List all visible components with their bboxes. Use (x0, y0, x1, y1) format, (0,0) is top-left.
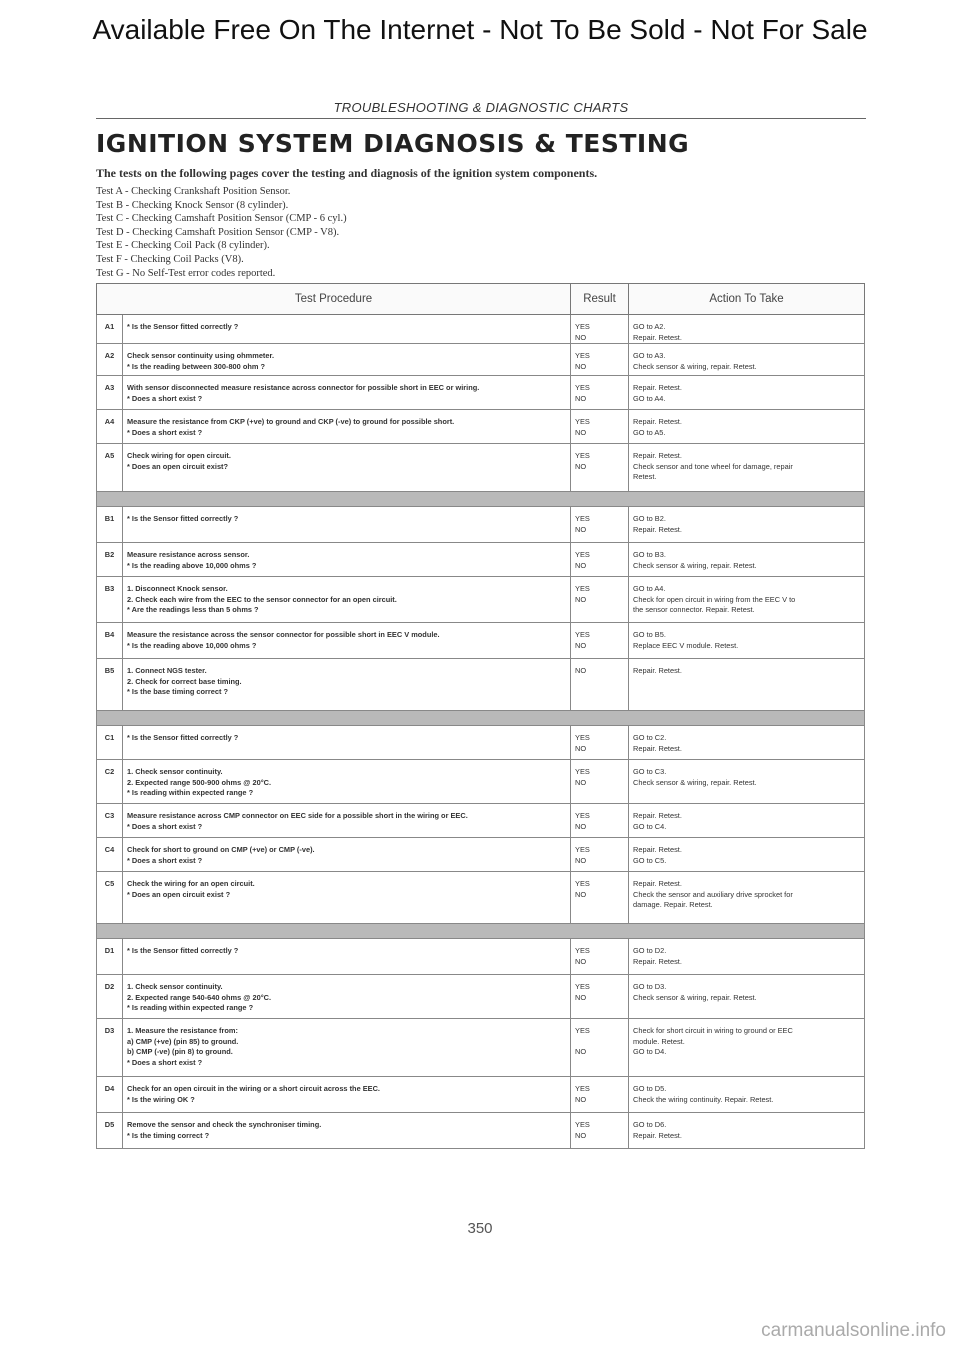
result-cell: YES NO (571, 507, 629, 543)
test-code-cell: A2 (97, 344, 123, 376)
action-cell: Repair. Retest. GO to C4. (629, 804, 865, 838)
result-cell: YES NO (571, 872, 629, 924)
result-cell: YES NO (571, 939, 629, 975)
table-row (97, 410, 865, 444)
result-cell: YES NO (571, 577, 629, 623)
procedure-cell: 1. Connect NGS tester. 2. Check for correct base timing. * Is the base timing correct ? (123, 659, 571, 711)
result-cell: YES NO (571, 838, 629, 872)
result-cell: YES NO (571, 1019, 629, 1077)
procedure-cell: 1. Disconnect Knock sensor. 2. Check each wire from the EEC to the sensor connector for an open circuit. * Are the readings less than 5 ohms ? (123, 577, 571, 623)
test-code-cell: D2 (97, 975, 123, 1019)
procedure-cell: Measure resistance across sensor. * Is the reading above 10,000 ohms ? (123, 543, 571, 577)
header-action: Action To Take (629, 284, 865, 315)
table-row (97, 1019, 865, 1077)
action-cell: GO to D2. Repair. Retest. (629, 939, 865, 975)
procedure-cell: 1. Measure the resistance from: a) CMP (+ve) (pin 85) to ground. b) CMP (-ve) (pin 8) to ground. * Does a short exist ? (123, 1019, 571, 1077)
procedure-cell: * Is the Sensor fitted correctly ? (123, 507, 571, 543)
page-title: IGNITION SYSTEM DIAGNOSIS & TESTING (96, 129, 690, 158)
test-list (96, 185, 866, 280)
table-row (97, 623, 865, 659)
table-row (97, 315, 865, 344)
test-code-cell: B1 (97, 507, 123, 543)
result-cell: YES NO (571, 410, 629, 444)
result-cell: YES NO (571, 760, 629, 804)
action-cell: GO to B5. Replace EEC V module. Retest. (629, 623, 865, 659)
action-cell: GO to D3. Check sensor & wiring, repair. Retest. (629, 975, 865, 1019)
action-cell: GO to C3. Check sensor & wiring, repair. Retest. (629, 760, 865, 804)
result-cell: NO (571, 659, 629, 711)
table-row (97, 344, 865, 376)
result-cell: YES NO (571, 726, 629, 760)
section-separator-row (97, 924, 865, 939)
action-cell: GO to B2. Repair. Retest. (629, 507, 865, 543)
procedure-cell: * Is the Sensor fitted correctly ? (123, 726, 571, 760)
test-list-item: Test B - Checking Knock Sensor (8 cylinder). (96, 199, 289, 211)
section-separator-row (97, 711, 865, 726)
table-row (97, 975, 865, 1019)
table-row (97, 1077, 865, 1113)
action-cell: GO to D5. Check the wiring continuity. Repair. Retest. (629, 1077, 865, 1113)
table-row (97, 804, 865, 838)
table-row (97, 543, 865, 577)
test-code-cell: B3 (97, 577, 123, 623)
action-cell: GO to C2. Repair. Retest. (629, 726, 865, 760)
table-row (97, 726, 865, 760)
separator-cell (97, 711, 865, 726)
test-list-item: Test F - Checking Coil Packs (V8). (96, 253, 244, 265)
procedure-cell: Check the wiring for an open circuit. * Does an open circuit exist ? (123, 872, 571, 924)
header-result: Result (571, 284, 629, 315)
test-code-cell: B2 (97, 543, 123, 577)
site-watermark: carmanualsonline.info (761, 1320, 946, 1341)
test-code-cell: C1 (97, 726, 123, 760)
procedure-cell: Check sensor continuity using ohmmeter. * Is the reading between 300-800 ohm ? (123, 344, 571, 376)
procedure-cell: Measure resistance across CMP connector on EEC side for a possible short in the wiring or EEC. * Does a short exist ? (123, 804, 571, 838)
test-code-cell: C5 (97, 872, 123, 924)
table-row (97, 376, 865, 410)
test-code-cell: C4 (97, 838, 123, 872)
result-cell: YES NO (571, 444, 629, 492)
procedure-cell: Measure the resistance across the sensor connector for possible short in EEC V module. * Is the reading above 10,000 ohms ? (123, 623, 571, 659)
page-banner: Available Free On The Internet - Not To Be Sold - Not For Sale (92, 14, 868, 45)
table-row (97, 444, 865, 492)
test-code-cell: D1 (97, 939, 123, 975)
test-code-cell: A1 (97, 315, 123, 344)
procedure-cell: 1. Check sensor continuity. 2. Expected range 540-640 ohms @ 20°C. * Is reading within expected range ? (123, 975, 571, 1019)
diagnosis-table (96, 283, 865, 1149)
separator-cell (97, 492, 865, 507)
document-page (96, 100, 866, 1149)
result-cell: YES NO (571, 344, 629, 376)
result-cell: YES NO (571, 623, 629, 659)
action-cell: GO to D6. Repair. Retest. (629, 1113, 865, 1149)
result-cell: YES NO (571, 376, 629, 410)
test-code-cell: C3 (97, 804, 123, 838)
action-cell: GO to B3. Check sensor & wiring, repair. Retest. (629, 543, 865, 577)
table-row (97, 872, 865, 924)
page-number: 350 (467, 1220, 493, 1237)
action-cell: GO to A4. Check for open circuit in wiring from the EEC V to the sensor connector. Repair. Retest. (629, 577, 865, 623)
procedure-cell: Check wiring for open circuit. * Does an open circuit exist? (123, 444, 571, 492)
test-list-item: Test E - Checking Coil Pack (8 cylinder). (96, 240, 270, 252)
result-cell: YES NO (571, 543, 629, 577)
action-cell: Repair. Retest. (629, 659, 865, 711)
table-row (97, 577, 865, 623)
test-code-cell: D3 (97, 1019, 123, 1077)
header-test-procedure: Test Procedure (97, 284, 571, 315)
procedure-cell: * Is the Sensor fitted correctly ? (123, 315, 571, 344)
test-code-cell: C2 (97, 760, 123, 804)
result-cell: YES NO (571, 315, 629, 344)
action-cell: Repair. Retest. Check sensor and tone wheel for damage, repair Retest. (629, 444, 865, 492)
procedure-cell: * Is the Sensor fitted correctly ? (123, 939, 571, 975)
procedure-cell: Check for an open circuit in the wiring or a short circuit across the EEC. * Is the wiring OK ? (123, 1077, 571, 1113)
test-code-cell: D4 (97, 1077, 123, 1113)
test-code-cell: A4 (97, 410, 123, 444)
action-cell: Repair. Retest. GO to A4. (629, 376, 865, 410)
section-separator-row (97, 492, 865, 507)
table-header-row (97, 284, 865, 315)
test-list-item: Test C - Checking Camshaft Position Sensor (CMP - 6 cyl.) (96, 213, 347, 225)
procedure-cell: Check for short to ground on CMP (+ve) or CMP (-ve). * Does a short exist ? (123, 838, 571, 872)
procedure-cell: Remove the sensor and check the synchroniser timing. * Is the timing correct ? (123, 1113, 571, 1149)
action-cell: GO to A2. Repair. Retest. (629, 315, 865, 344)
separator-cell (97, 924, 865, 939)
procedure-cell: 1. Check sensor continuity. 2. Expected range 500-900 ohms @ 20°C. * Is reading within expected range ? (123, 760, 571, 804)
test-code-cell: B5 (97, 659, 123, 711)
table-row (97, 760, 865, 804)
test-code-cell: A3 (97, 376, 123, 410)
action-cell: GO to A3. Check sensor & wiring, repair. Retest. (629, 344, 865, 376)
table-row (97, 659, 865, 711)
table-row (97, 838, 865, 872)
table-row (97, 1113, 865, 1149)
intro-text: The tests on the following pages cover the testing and diagnosis of the ignition system components. (96, 166, 598, 180)
table-body (97, 315, 865, 1149)
test-code-cell: B4 (97, 623, 123, 659)
procedure-cell: Measure the resistance from CKP (+ve) to ground and CKP (-ve) to ground for possible short. * Does a short exist ? (123, 410, 571, 444)
table-row (97, 507, 865, 543)
procedure-cell: With sensor disconnected measure resistance across connector for possible short in EEC or wiring. * Does a short exist ? (123, 376, 571, 410)
test-code-cell: D5 (97, 1113, 123, 1149)
section-header: TROUBLESHOOTING & DIAGNOSTIC CHARTS (96, 100, 866, 119)
action-cell: Repair. Retest. GO to A5. (629, 410, 865, 444)
result-cell: YES NO (571, 804, 629, 838)
test-code-cell: A5 (97, 444, 123, 492)
result-cell: YES NO (571, 1113, 629, 1149)
test-list-item: Test G - No Self-Test error codes reported. (96, 267, 276, 279)
action-cell: Repair. Retest. GO to C5. (629, 838, 865, 872)
table-row (97, 939, 865, 975)
result-cell: YES NO (571, 1077, 629, 1113)
action-cell: Check for short circuit in wiring to ground or EEC module. Retest. GO to D4. (629, 1019, 865, 1077)
test-list-item: Test A - Checking Crankshaft Position Sensor. (96, 186, 291, 197)
test-list-item: Test D - Checking Camshaft Position Sensor (CMP - V8). (96, 226, 340, 238)
result-cell: YES NO (571, 975, 629, 1019)
action-cell: Repair. Retest. Check the sensor and auxiliary drive sprocket for damage. Repair. Retest. (629, 872, 865, 924)
